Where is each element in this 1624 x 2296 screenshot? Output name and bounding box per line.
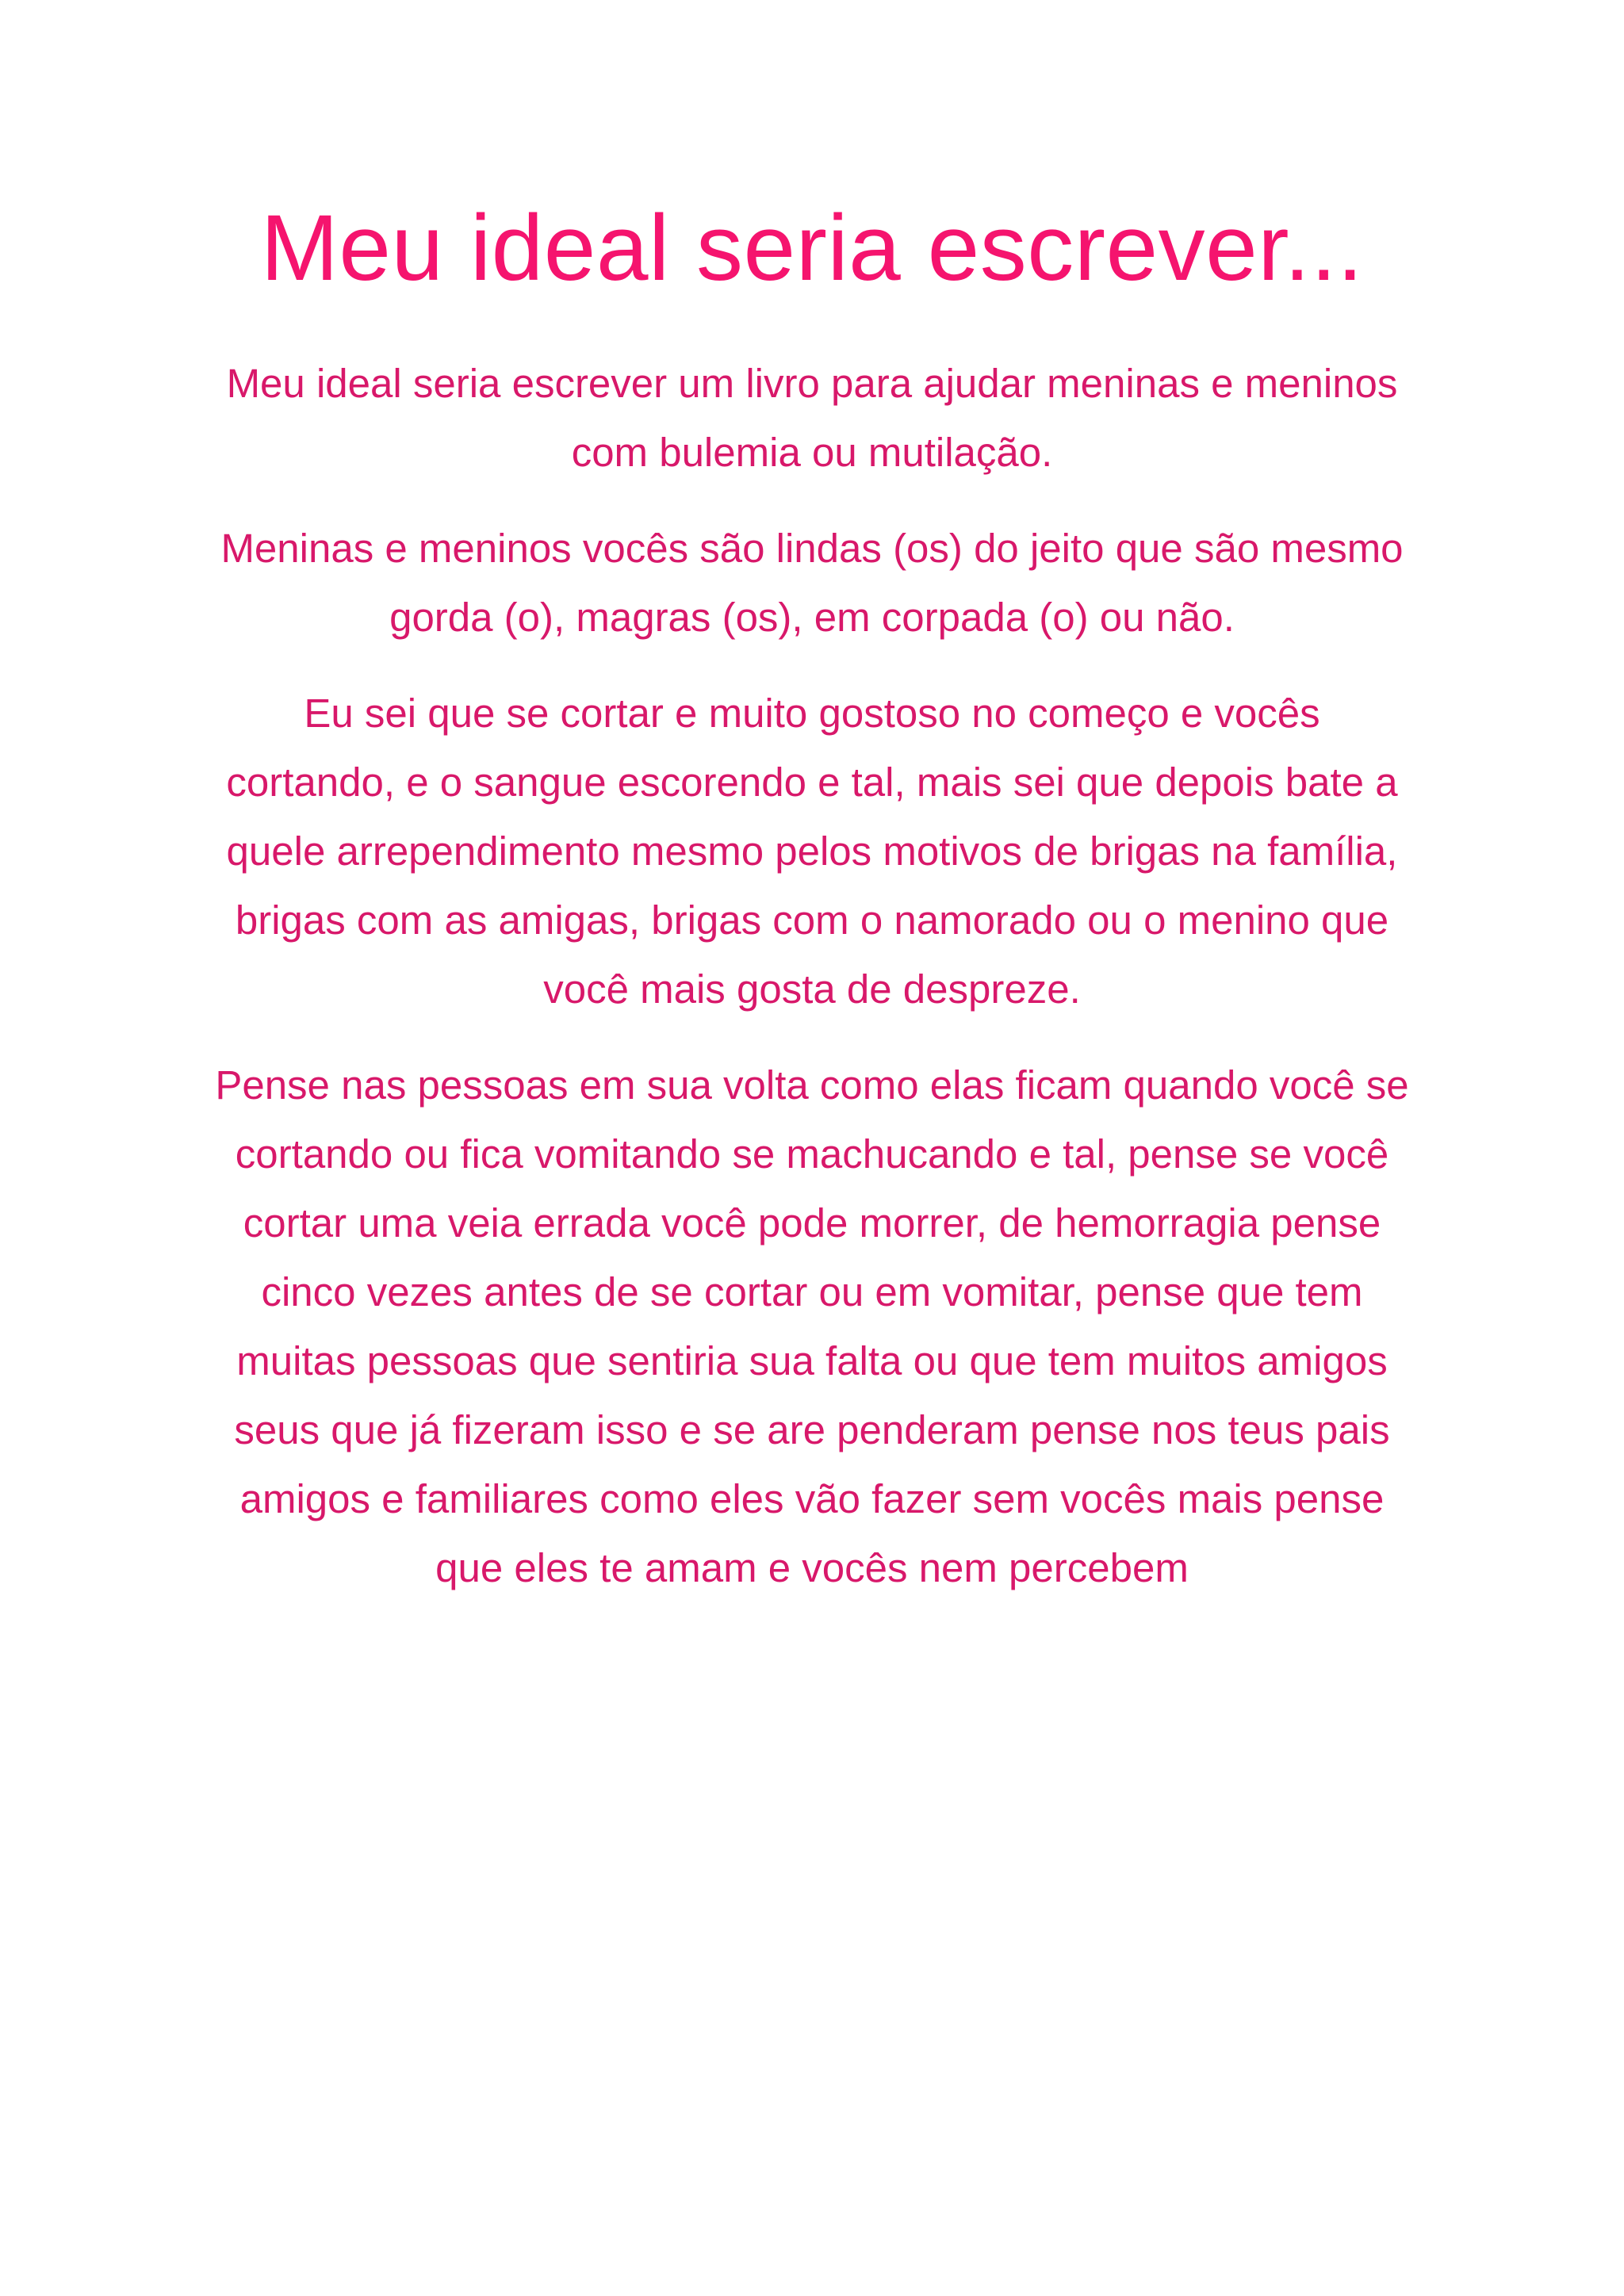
paragraph-1: Meu ideal seria escrever um livro para ajudar meninas e meninos com bulemia ou mutilação. <box>226 360 1398 475</box>
document-content <box>214 190 1410 1629</box>
paragraph-4: Pense nas pessoas em sua volta como elas ficam quando você se cortando ou fica vomitando se machucando e tal, pense se você cortar uma veia errada você pode morrer, de hemorragia pense cinco vezes antes de se cortar ou em vomitar, pense que tem muitas pessoas que sentiria sua falta ou que tem muitos amigos seus que já fizeram isso e se are penderam pense nos teus pais amigos e familiares como eles vão fazer sem vocês mais pense que eles te amam e vocês nem percebem <box>215 1062 1409 1590</box>
paragraph-3: Eu sei que se cortar e muito gostoso no começo e vocês cortando, e o sangue escorendo e tal, mais sei que depois bate a quele arrependimento mesmo pelos motivos de brigas na família, brigas com as amigas, brigas com o namorado ou o menino que você mais gosta de despreze. <box>226 690 1398 1012</box>
paragraph-2: Meninas e meninos vocês são lindas (os) do jeito que são mesmo gorda (o), magras (os), em corpada (o) ou não. <box>220 525 1404 640</box>
document-title: Meu ideal seria escrever... <box>260 196 1364 300</box>
